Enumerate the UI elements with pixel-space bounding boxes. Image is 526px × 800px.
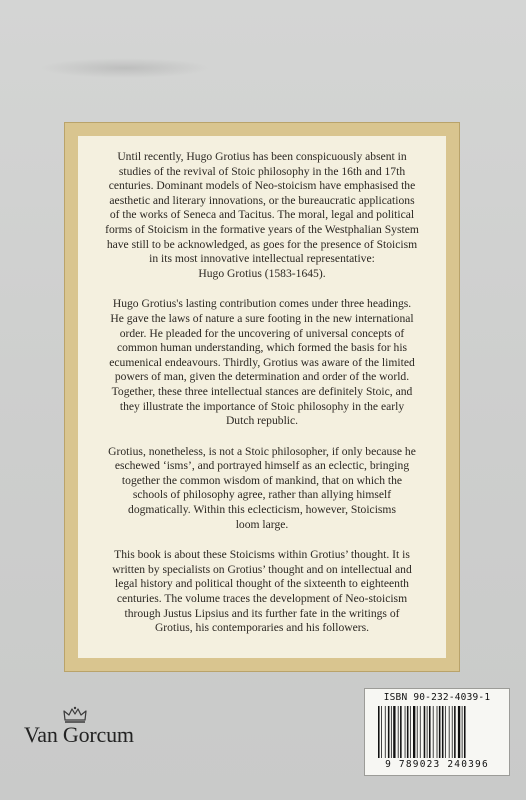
blurb-line: schools of philosophy agree, rather than allying himself (132, 488, 392, 502)
barcode-bar (393, 706, 395, 758)
blurb-panel (78, 136, 446, 658)
barcode-box (364, 688, 510, 776)
barcode-bar (417, 706, 418, 758)
barcode-bar (442, 706, 444, 758)
blurb-line: This book is about these Stoicisms within Grotius’ thought. It is (114, 548, 410, 562)
blurb-line: they illustrate the importance of Stoic philosophy in the early (119, 399, 405, 413)
barcode-bar (400, 706, 402, 758)
barcode-bar (427, 706, 428, 758)
barcode-bar (407, 706, 409, 758)
blurb-line: of the works of Seneca and Tacitus. The moral, legal and political (109, 208, 415, 222)
isbn-label: ISBN 90-232-4039-1 (383, 692, 491, 703)
blurb-line: eschewed ‘isms’, and portrayed himself as an eclectic, bringing (114, 459, 410, 473)
blurb-line: centuries. The volume traces the development of Neo-stoicism (116, 592, 408, 606)
publisher-logo (24, 706, 184, 752)
blurb-line: studies of the revival of Stoic philosophy in the 16th and 17th (118, 164, 406, 178)
blurb-line: forms of Stoicism in the formative years of the Westphalian System (105, 222, 419, 236)
barcode-bar (424, 706, 426, 758)
barcode-bar (385, 706, 386, 758)
blurb-line: through Justus Lipsius and its further fate in the writings of (124, 606, 400, 620)
blurb-line: Dutch republic. (225, 414, 299, 428)
blurb-line: centuries. Dominant models of Neo-stoicism have emphasised the (108, 179, 416, 193)
barcode-bar (405, 706, 406, 758)
blurb-line: Grotius, nonetheless, is not a Stoic philosopher, if only because he (108, 444, 416, 458)
barcode-bar (413, 706, 415, 758)
blurb-paragraph (92, 150, 432, 281)
blurb-frame (64, 122, 460, 672)
blurb-line: common human understanding, which formed the basis for his (116, 341, 408, 355)
barcode-bar (452, 706, 453, 758)
barcode-bar (437, 706, 438, 758)
blurb-line: legal history and political thought of the sixteenth to eighteenth (115, 577, 409, 591)
barcode-bar (449, 706, 450, 758)
barcode-digits: 9 789023 240396 (385, 759, 489, 770)
publisher-name: Van Gorcum (24, 722, 134, 747)
blurb-line: have still to be acknowledged, as goes for the presence of Stoicism (106, 237, 418, 251)
blurb-line: Hugo Grotius's lasting contribution comes under three headings. (112, 297, 412, 311)
barcode-bar (439, 706, 441, 758)
blurb-line: Together, these three intellectual stances are definitely Stoic, and (111, 384, 413, 398)
barcode-bar (433, 706, 434, 758)
barcode-bar (445, 706, 446, 758)
blurb-paragraph (92, 548, 432, 636)
blurb-line: loom large. (235, 517, 289, 531)
blurb-line: He gave the laws of nature a sure footing in the new international (110, 311, 414, 325)
barcode-bar (378, 706, 380, 758)
barcode-bar (429, 706, 431, 758)
barcode-bar (464, 706, 466, 758)
blurb-line: powers of man, given the determination and order of the world. (114, 370, 410, 384)
barcode (377, 706, 499, 758)
blurb-line: Hugo Grotius (1583-1645). (198, 266, 326, 280)
barcode-bar (454, 706, 456, 758)
blurb-line: written by specialists on Grotius’ thought and on intellectual and (112, 562, 412, 576)
barcode-bar (398, 706, 399, 758)
cover-stain (40, 58, 210, 78)
blurb-paragraph (92, 445, 432, 533)
blurb-line: aesthetic and literary innovations, or the bureaucratic applications (109, 193, 415, 207)
barcode-bar (462, 706, 463, 758)
blurb-line: Grotius, his contemporaries and his followers. (154, 621, 370, 635)
blurb-line: together the common wisdom of mankind, that on which the (121, 473, 403, 487)
barcode-bar (410, 706, 411, 758)
blurb-line: Until recently, Hugo Grotius has been conspicuously absent in (117, 150, 407, 163)
blurb-line: ecumenical endeavours. Thirdly, Grotius was aware of the limited (109, 355, 415, 369)
barcode-bar (458, 706, 460, 758)
barcode-bar (420, 706, 421, 758)
blurb-line: in its most innovative intellectual representative: (149, 252, 375, 266)
barcode-bar (391, 706, 392, 758)
blurb-line: order. He pleaded for the uncovering of universal concepts of (119, 326, 405, 340)
blurb-paragraph (92, 297, 432, 428)
blurb-line: dogmatically. Within this eclecticism, however, Stoicisms (128, 503, 396, 517)
barcode-bar (388, 706, 390, 758)
barcode-bar (381, 706, 382, 758)
